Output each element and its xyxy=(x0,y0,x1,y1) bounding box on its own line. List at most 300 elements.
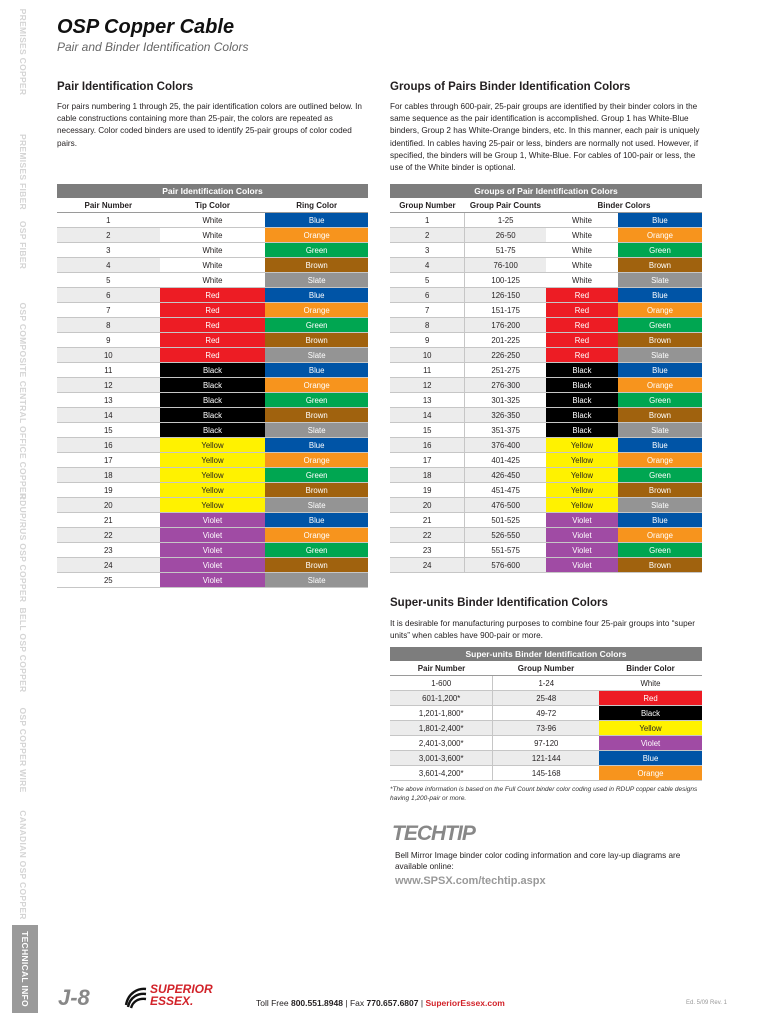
color-swatch: Violet xyxy=(546,543,618,558)
table-cell: 2 xyxy=(390,228,465,243)
table-row xyxy=(390,423,702,438)
table-cell: 601-1,200* xyxy=(390,691,493,706)
table-cell: 20 xyxy=(390,498,465,513)
table-row xyxy=(57,453,368,468)
table-cell: 2 xyxy=(57,228,160,243)
table-row xyxy=(390,303,702,318)
table-row xyxy=(390,318,702,333)
table-cell: 18 xyxy=(390,468,465,483)
pair-body: For pairs numbering 1 through 25, the pair identification colors are outlined below. In cable constructions containing more than 25-pair, the colors are repeated as necessary. Color coded binders are used to identify 25-pair groups of color coded pairs. xyxy=(57,102,362,148)
table-row xyxy=(57,483,368,498)
table-cell: 376-400 xyxy=(465,438,546,453)
color-swatch: Black xyxy=(546,363,618,378)
side-nav xyxy=(0,0,46,1024)
sidebar-tab-label: TECHNICAL INFO xyxy=(20,931,30,1007)
brand-logo-line1: SUPERIOR xyxy=(150,982,213,996)
color-swatch: Violet xyxy=(599,736,702,751)
color-swatch: White xyxy=(160,273,266,288)
color-swatch: Slate xyxy=(618,498,702,513)
table-cell: 401-425 xyxy=(465,453,546,468)
table-cell: 7 xyxy=(390,303,465,318)
table-cell: 13 xyxy=(57,393,160,408)
table-row xyxy=(390,513,702,528)
color-swatch: Orange xyxy=(265,303,368,318)
color-swatch: Slate xyxy=(265,348,368,363)
table-cell: 8 xyxy=(57,318,160,333)
color-swatch: Yellow xyxy=(546,498,618,513)
table-row xyxy=(390,408,702,423)
color-swatch: Green xyxy=(618,393,702,408)
table-cell: 7 xyxy=(57,303,160,318)
groups-body: For cables through 600-pair, 25-pair groups are identified by their binder colors in the same sequence as the pair identification is accomplished. Group 1 has White-Blue binders, Group 2 has White-Orange binders, etc. In this manner, each pair is uniquely identified. In cables having 25-pair or less, binders are normally not used. However, if specified, the binders will be Group 1, White-Blue. For cables of 100-pair or less, the use of the White binder is optional. xyxy=(390,102,700,173)
table-cell: 451-475 xyxy=(465,483,546,498)
color-swatch: Yellow xyxy=(160,468,266,483)
color-swatch: Blue xyxy=(265,213,368,228)
color-swatch: Orange xyxy=(599,766,702,781)
color-swatch: Red xyxy=(160,348,266,363)
table-cell: 25-48 xyxy=(493,691,599,706)
sidebar-tab[interactable]: OSP COPPER WIRE xyxy=(18,707,28,793)
table-cell: 19 xyxy=(390,483,465,498)
color-swatch: Orange xyxy=(618,303,702,318)
color-swatch: White xyxy=(599,676,702,691)
color-swatch: Blue xyxy=(265,513,368,528)
color-swatch: Violet xyxy=(160,528,266,543)
color-swatch: Blue xyxy=(618,288,702,303)
color-swatch: Violet xyxy=(160,573,266,588)
color-swatch: Black xyxy=(546,393,618,408)
contact-line xyxy=(256,998,505,1008)
table-row xyxy=(390,393,702,408)
table-cell: 21 xyxy=(57,513,160,528)
color-swatch: Violet xyxy=(546,558,618,573)
table-cell: 16 xyxy=(57,438,160,453)
table-cell: 326-350 xyxy=(465,408,546,423)
column-header: Pair Number xyxy=(390,661,493,676)
table-row xyxy=(57,243,368,258)
table-cell: 8 xyxy=(390,318,465,333)
table-cell: 121-144 xyxy=(493,751,599,766)
color-swatch: Green xyxy=(618,243,702,258)
table-cell: 1,801-2,400* xyxy=(390,721,493,736)
color-swatch: Brown xyxy=(265,558,368,573)
table-row xyxy=(57,498,368,513)
table-cell: 145-168 xyxy=(493,766,599,781)
column-header: Tip Color xyxy=(160,198,266,213)
page-subtitle: Pair and Binder Identification Colors xyxy=(57,40,249,54)
table-row xyxy=(390,751,702,766)
table-row xyxy=(390,378,702,393)
color-swatch: Black xyxy=(160,378,266,393)
table-row xyxy=(390,288,702,303)
color-swatch: Black xyxy=(599,706,702,721)
techtip-logo: TECHTIP xyxy=(392,822,475,845)
table-row xyxy=(390,273,702,288)
table-cell: 15 xyxy=(57,423,160,438)
sidebar-tab[interactable]: BELL OSP COPPER xyxy=(18,607,28,693)
color-swatch: Green xyxy=(265,318,368,333)
page-title: OSP Copper Cable xyxy=(57,16,235,38)
toll-free-number: 800.551.8948 xyxy=(290,998,343,1008)
color-swatch: Blue xyxy=(265,438,368,453)
color-swatch: Slate xyxy=(265,423,368,438)
table-cell: 51-75 xyxy=(465,243,546,258)
pair-heading: Pair Identification Colors xyxy=(57,81,194,93)
table-row xyxy=(57,228,368,243)
sidebar-tab[interactable]: RDUP/RUS OSP COPPER xyxy=(18,493,28,603)
color-swatch: Orange xyxy=(618,378,702,393)
table-row xyxy=(390,721,702,736)
table-cell: 1-600 xyxy=(390,676,493,691)
color-swatch: Red xyxy=(160,318,266,333)
color-swatch: Red xyxy=(160,288,266,303)
table-cell: 151-175 xyxy=(465,303,546,318)
table-cell: 1 xyxy=(57,213,160,228)
divider: | xyxy=(345,998,348,1008)
table-row xyxy=(390,453,702,468)
table-cell: 9 xyxy=(390,333,465,348)
table-row xyxy=(390,258,702,273)
table-cell: 23 xyxy=(57,543,160,558)
color-swatch: White xyxy=(546,273,618,288)
color-swatch: Brown xyxy=(618,408,702,423)
sidebar-tab[interactable]: PREMISES FIBER xyxy=(18,134,28,210)
color-swatch: White xyxy=(546,258,618,273)
table-row xyxy=(390,528,702,543)
table-row xyxy=(57,408,368,423)
color-swatch: Violet xyxy=(160,558,266,573)
table-row xyxy=(390,348,702,363)
color-swatch: Green xyxy=(265,243,368,258)
table-cell: 4 xyxy=(57,258,160,273)
table-cell: 501-525 xyxy=(465,513,546,528)
table-cell: 5 xyxy=(390,273,465,288)
table-cell: 13 xyxy=(390,393,465,408)
toll-free-label: Toll Free xyxy=(256,998,289,1008)
table-row xyxy=(57,513,368,528)
table-row xyxy=(57,543,368,558)
table-cell: 1-25 xyxy=(465,213,546,228)
table-row xyxy=(390,213,702,228)
color-swatch: Green xyxy=(618,318,702,333)
table-cell: 10 xyxy=(390,348,465,363)
table-cell: 24 xyxy=(57,558,160,573)
table-row xyxy=(57,468,368,483)
table-cell: 22 xyxy=(390,528,465,543)
color-swatch: Yellow xyxy=(546,438,618,453)
color-swatch: Red xyxy=(546,333,618,348)
superior-essex-swirl-icon xyxy=(124,985,148,1009)
table-cell: 22 xyxy=(57,528,160,543)
sidebar-tab[interactable]: CANADIAN OSP COPPER xyxy=(18,810,28,920)
table-cell: 126-150 xyxy=(465,288,546,303)
color-swatch: Brown xyxy=(618,258,702,273)
table-row xyxy=(57,258,368,273)
table-cell: 73-96 xyxy=(493,721,599,736)
color-swatch: Red xyxy=(546,318,618,333)
techtip-link[interactable]: www.SPSX.com/techtip.aspx xyxy=(395,875,546,887)
color-swatch: Brown xyxy=(265,483,368,498)
table-cell: 16 xyxy=(390,438,465,453)
table-cell: 426-450 xyxy=(465,468,546,483)
table-cell: 4 xyxy=(390,258,465,273)
table-row xyxy=(57,318,368,333)
table-cell: 12 xyxy=(57,378,160,393)
column-header: Binder Colors xyxy=(546,198,702,213)
color-swatch: Blue xyxy=(265,288,368,303)
table-cell: 3 xyxy=(57,243,160,258)
table-cell: 21 xyxy=(390,513,465,528)
super-table xyxy=(390,647,702,781)
fax-number: 770.657.6807 xyxy=(366,998,419,1008)
color-swatch: Brown xyxy=(265,408,368,423)
color-swatch: Yellow xyxy=(160,483,266,498)
color-swatch: Green xyxy=(265,543,368,558)
table-cell: 3,601-4,200* xyxy=(390,766,493,781)
groups-table xyxy=(390,184,702,573)
color-swatch: Red xyxy=(599,691,702,706)
table-row xyxy=(390,228,702,243)
color-swatch: Yellow xyxy=(546,453,618,468)
color-swatch: Blue xyxy=(618,513,702,528)
column-header: Group Pair Counts xyxy=(465,198,546,213)
table-cell: 5 xyxy=(57,273,160,288)
table-cell: 23 xyxy=(390,543,465,558)
table-row xyxy=(390,483,702,498)
color-swatch: Violet xyxy=(546,528,618,543)
table-cell: 10 xyxy=(57,348,160,363)
table-row xyxy=(57,393,368,408)
table-row xyxy=(390,498,702,513)
techtip-text: Bell Mirror Image binder color coding information and core lay-up diagrams are available online: xyxy=(395,851,681,871)
table-row xyxy=(390,736,702,751)
color-swatch: Orange xyxy=(265,453,368,468)
color-swatch: Black xyxy=(546,423,618,438)
table-row xyxy=(390,676,702,691)
table-cell: 226-250 xyxy=(465,348,546,363)
table-cell: 14 xyxy=(390,408,465,423)
color-swatch: Brown xyxy=(265,333,368,348)
table-row xyxy=(57,558,368,573)
table-row xyxy=(57,333,368,348)
table-row xyxy=(57,423,368,438)
table-row xyxy=(57,213,368,228)
column-header: Group Number xyxy=(390,198,465,213)
table-cell: 20 xyxy=(57,498,160,513)
color-swatch: Brown xyxy=(265,258,368,273)
color-swatch: Blue xyxy=(618,438,702,453)
page-number: J-8 xyxy=(58,985,90,1010)
color-swatch: White xyxy=(160,243,266,258)
color-swatch: Orange xyxy=(265,378,368,393)
color-swatch: Yellow xyxy=(160,498,266,513)
color-swatch: Slate xyxy=(265,273,368,288)
table-row xyxy=(57,528,368,543)
table-cell: 2,401-3,000* xyxy=(390,736,493,751)
color-swatch: Red xyxy=(546,303,618,318)
table-cell: 176-200 xyxy=(465,318,546,333)
table-row xyxy=(57,378,368,393)
table-cell: 526-550 xyxy=(465,528,546,543)
color-swatch: Brown xyxy=(618,483,702,498)
table-row xyxy=(57,348,368,363)
color-swatch: Black xyxy=(546,408,618,423)
table-cell: 351-375 xyxy=(465,423,546,438)
footnote: *The above information is based on the Full Count binder color coding used in RDUP copper cable designs having 1,200-pair or more. xyxy=(390,786,698,802)
color-swatch: Black xyxy=(546,378,618,393)
table-row xyxy=(390,468,702,483)
table-cell: 25 xyxy=(57,573,160,588)
column-header: Pair Number xyxy=(57,198,160,213)
sidebar-tab-active[interactable] xyxy=(12,925,38,1013)
table-cell: 12 xyxy=(390,378,465,393)
sidebar-tab[interactable]: PREMISES COPPER xyxy=(18,8,28,96)
edition-note: Ed. 5/09 Rev. 1 xyxy=(686,1000,727,1006)
color-swatch: Black xyxy=(160,423,266,438)
table-row xyxy=(390,333,702,348)
sidebar-tab[interactable]: OSP FIBER xyxy=(18,220,28,270)
color-swatch: White xyxy=(546,243,618,258)
table-cell: 9 xyxy=(57,333,160,348)
table-cell: 11 xyxy=(390,363,465,378)
table-cell: 251-275 xyxy=(465,363,546,378)
table-row xyxy=(57,303,368,318)
table-cell: 17 xyxy=(57,453,160,468)
column-header: Ring Color xyxy=(265,198,368,213)
pair-table xyxy=(57,184,368,588)
color-swatch: Orange xyxy=(265,528,368,543)
table-cell: 1,201-1,800* xyxy=(390,706,493,721)
table-cell: 551-575 xyxy=(465,543,546,558)
super-heading: Super-units Binder Identification Colors xyxy=(390,597,608,609)
table-row xyxy=(390,438,702,453)
groups-heading: Groups of Pairs Binder Identification Colors xyxy=(390,81,631,93)
table-cell: 301-325 xyxy=(465,393,546,408)
table-cell: 19 xyxy=(57,483,160,498)
color-swatch: Violet xyxy=(546,513,618,528)
table-row xyxy=(57,363,368,378)
color-swatch: Red xyxy=(546,288,618,303)
color-swatch: Blue xyxy=(618,363,702,378)
table-cell: 18 xyxy=(57,468,160,483)
color-swatch: Red xyxy=(546,348,618,363)
color-swatch: Slate xyxy=(618,273,702,288)
color-swatch: Green xyxy=(618,543,702,558)
table-row xyxy=(390,243,702,258)
color-swatch: Green xyxy=(265,393,368,408)
table-row xyxy=(390,706,702,721)
table-cell: 26-50 xyxy=(465,228,546,243)
color-swatch: Blue xyxy=(618,213,702,228)
table-caption: Super-units Binder Identification Colors xyxy=(390,647,702,661)
color-swatch: Green xyxy=(265,468,368,483)
color-swatch: Yellow xyxy=(160,438,266,453)
color-swatch: White xyxy=(160,228,266,243)
color-swatch: Green xyxy=(618,468,702,483)
color-swatch: Orange xyxy=(618,528,702,543)
color-swatch: Red xyxy=(160,303,266,318)
table-cell: 3 xyxy=(390,243,465,258)
table-cell: 3,001-3,600* xyxy=(390,751,493,766)
table-cell: 76-100 xyxy=(465,258,546,273)
color-swatch: Yellow xyxy=(546,468,618,483)
table-cell: 476-500 xyxy=(465,498,546,513)
brand-logo-line2: ESSEX. xyxy=(150,994,194,1008)
color-swatch: Black xyxy=(160,363,266,378)
table-caption: Pair Identification Colors xyxy=(57,184,368,198)
table-cell: 24 xyxy=(390,558,465,573)
table-row xyxy=(390,543,702,558)
color-swatch: Red xyxy=(160,333,266,348)
color-swatch: Brown xyxy=(618,333,702,348)
table-cell: 97-120 xyxy=(493,736,599,751)
column-header: Binder Color xyxy=(599,661,702,676)
table-cell: 6 xyxy=(57,288,160,303)
table-row xyxy=(57,573,368,588)
color-swatch: Orange xyxy=(618,453,702,468)
color-swatch: Slate xyxy=(265,498,368,513)
table-cell: 6 xyxy=(390,288,465,303)
website-link[interactable]: SuperiorEssex.com xyxy=(425,998,505,1008)
table-cell: 49-72 xyxy=(493,706,599,721)
fax-label: Fax xyxy=(349,998,365,1008)
table-row xyxy=(57,273,368,288)
color-swatch: Orange xyxy=(265,228,368,243)
table-cell: 17 xyxy=(390,453,465,468)
sidebar-tab[interactable]: CENTRAL OFFICE COPPER xyxy=(18,380,28,500)
table-cell: 576-600 xyxy=(465,558,546,573)
table-row xyxy=(390,558,702,573)
color-swatch: Blue xyxy=(265,363,368,378)
color-swatch: Slate xyxy=(618,348,702,363)
table-row xyxy=(390,766,702,781)
table-cell: 276-300 xyxy=(465,378,546,393)
table-row xyxy=(390,363,702,378)
color-swatch: Yellow xyxy=(160,453,266,468)
table-cell: 11 xyxy=(57,363,160,378)
color-swatch: Blue xyxy=(599,751,702,766)
table-cell: 15 xyxy=(390,423,465,438)
color-swatch: White xyxy=(546,228,618,243)
color-swatch: White xyxy=(160,213,266,228)
divider: | xyxy=(420,998,424,1008)
table-row xyxy=(57,288,368,303)
color-swatch: Black xyxy=(160,408,266,423)
color-swatch: Slate xyxy=(618,423,702,438)
color-swatch: Brown xyxy=(618,558,702,573)
sidebar-tab[interactable]: OSP COMPOSITE xyxy=(18,302,28,378)
color-swatch: Orange xyxy=(618,228,702,243)
color-swatch: Violet xyxy=(160,543,266,558)
table-caption: Groups of Pair Identification Colors xyxy=(390,184,702,198)
color-swatch: Black xyxy=(160,393,266,408)
table-cell: 201-225 xyxy=(465,333,546,348)
table-cell: 14 xyxy=(57,408,160,423)
color-swatch: Yellow xyxy=(599,721,702,736)
super-body: It is desirable for manufacturing purposes to combine four 25-pair groups into “super units” when cables have 900-pair or more. xyxy=(390,619,695,641)
color-swatch: Yellow xyxy=(546,483,618,498)
color-swatch: Slate xyxy=(265,573,368,588)
table-row xyxy=(390,691,702,706)
table-cell: 1 xyxy=(390,213,465,228)
table-row xyxy=(57,438,368,453)
table-cell: 100-125 xyxy=(465,273,546,288)
color-swatch: White xyxy=(160,258,266,273)
color-swatch: White xyxy=(546,213,618,228)
table-cell: 1-24 xyxy=(493,676,599,691)
column-header: Group Number xyxy=(493,661,599,676)
color-swatch: Violet xyxy=(160,513,266,528)
